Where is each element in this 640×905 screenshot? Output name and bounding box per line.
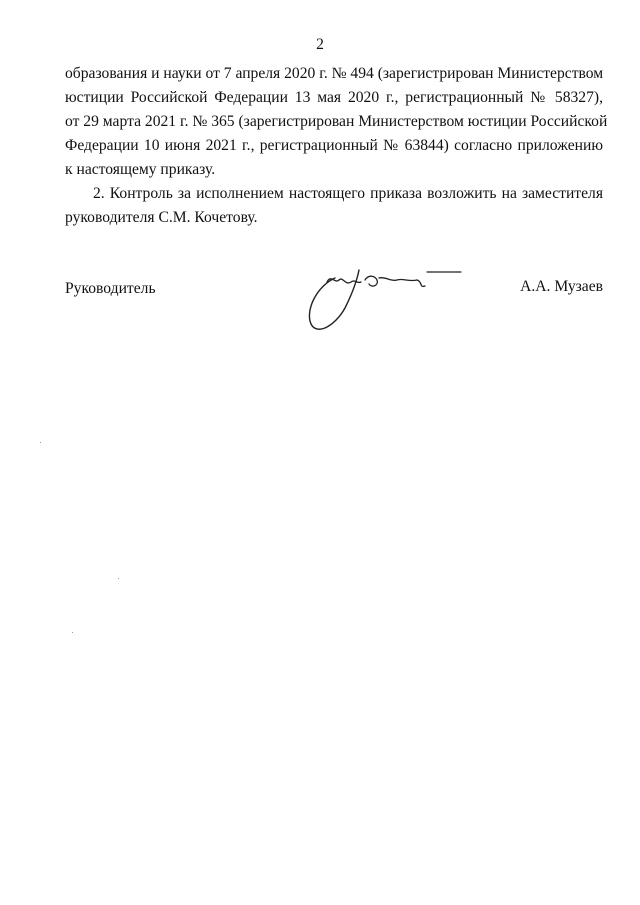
text-line: образования и науки от 7 апреля 2020 г. № 494 (зарегистрирован Министерством: [65, 65, 604, 82]
text-line: 2. Контроль за исполнением настоящего приказа возложить на заместителя: [93, 185, 603, 202]
signer-title: Руководитель: [65, 280, 156, 297]
signature-block: [65, 278, 603, 338]
text-line: юстиции Российской Федерации 13 мая 2020 г., регистрационный № 58327),: [65, 89, 603, 106]
document-body: [65, 62, 608, 230]
scan-artifact: [118, 578, 119, 579]
paragraph-item-2: [65, 182, 603, 230]
text-line: от 29 марта 2021 г. № 365 (зарегистрирован Министерством юстиции Российской: [65, 113, 608, 130]
page-number: 2: [316, 36, 324, 53]
scan-artifact: [40, 442, 41, 443]
text-line: к настоящему приказу.: [65, 161, 216, 178]
paragraph-continuation: [65, 62, 608, 182]
scan-artifact: [72, 632, 73, 633]
handwritten-signature: [305, 260, 465, 340]
text-line: Федерации 10 июня 2021 г., регистрационный № 63844) согласно приложению: [65, 137, 603, 154]
signer-name: А.А. Музаев: [520, 278, 603, 295]
text-line: руководителя С.М. Кочетову.: [65, 209, 258, 226]
